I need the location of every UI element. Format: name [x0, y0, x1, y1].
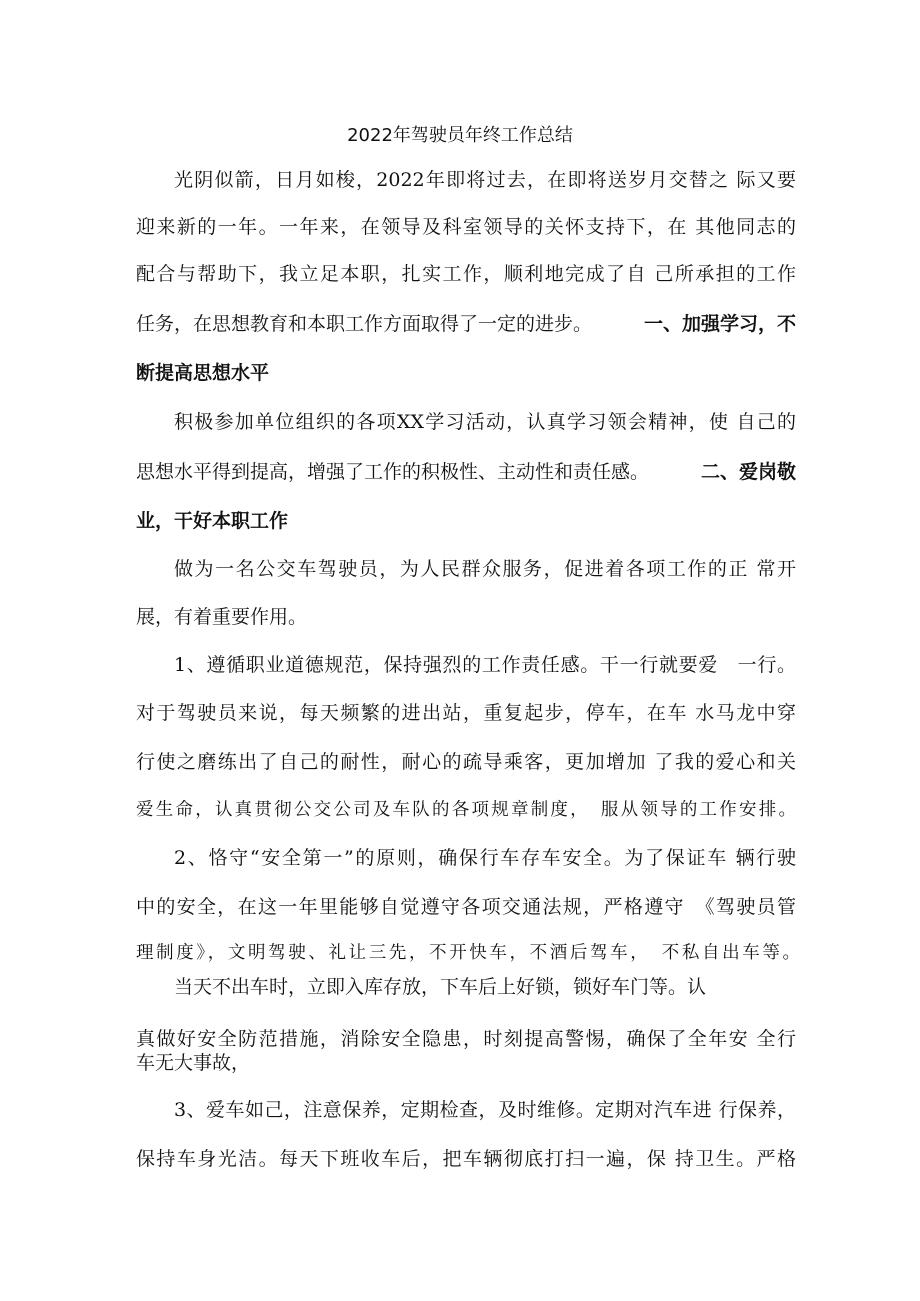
paragraph-line: 车无大事故， — [136, 1052, 251, 1074]
paragraph-line: 光阴似箭，日月如梭，2022年即将过去，在即将送岁月交替之 际又要 — [174, 169, 796, 191]
section-heading-2b: 业，干好本职工作 — [136, 510, 289, 532]
section-heading-1a: 一、加强学习，不 — [643, 313, 796, 335]
paragraph-line: 任务，在思想教育和本职工作方面取得了一定的进步。 — [136, 313, 593, 335]
paragraph-line: 保持车身光洁。每天下班收车后，把车辆彻底打扫一遍，保 持卫生。严格 — [136, 1148, 796, 1170]
paragraph-line: 理制度》，文明驾驶、礼让三先，不开快车，不酒后驾车， 不私自出车等。 — [136, 943, 800, 963]
section-heading-2a: 二、爱岗敬 — [700, 461, 796, 483]
paragraph-line: 中的安全，在这一年里能够自觉遵守各项交通法规，严格遵守 《驾驶员管 — [136, 896, 796, 918]
paragraph-line: 展，有着重要作用。 — [136, 606, 308, 628]
paragraph-line: 迎来新的一年。一年来，在领导及科室领导的关怀支持下，在 其他同志的 — [136, 216, 796, 238]
paragraph-line: 当天不出车时，立即入库存放，下车后上好锁，锁好车门等。认 — [174, 976, 707, 998]
paragraph-line: 配合与帮助下，我立足本职，扎实工作，顺利地完成了自 己所承担的工作 — [136, 263, 796, 285]
paragraph-line: 积极参加单位组织的各项XX学习活动，认真学习领会精神，使 自己的 — [174, 411, 796, 433]
paragraph-line: 行使之磨练出了自己的耐性，耐心的疏导乘客，更加增加 了我的爱心和关 — [136, 751, 796, 773]
paragraph-line: 做为一名公交车驾驶员，为人民群众服务，促进着各项工作的正 常开 — [174, 558, 796, 580]
paragraph-line: 3、爱车如己，注意保养，定期检查，及时维修。定期对汽车进 行保养， — [174, 1099, 796, 1121]
section-heading-1b: 断提高思想水平 — [136, 362, 270, 384]
paragraph-line: 思想水平得到提高，增强了工作的积极性、主动性和责任感。 — [136, 461, 650, 483]
paragraph-line: 爱生命，认真贯彻公交公司及车队的各项规章制度， 服从领导的工作安排。 — [136, 800, 796, 820]
paragraph-line: 真做好安全防范措施，消除安全隐患，时刻提高警惕，确保了全年安 全行 — [136, 1028, 796, 1050]
paragraph-line: 对于驾驶员来说，每天频繁的进出站，重复起步，停车，在车 水马龙中穿 — [136, 702, 796, 724]
paragraph-line: 1、遵循职业道德规范，保持强烈的工作责任感。干一行就要爱 一行。 — [174, 654, 796, 676]
paragraph-line: 2、恪守“安全第一”的原则，确保行车存车安全。为了保证车 辆行驶 — [174, 847, 796, 869]
document-title: 2022年驾驶员年终工作总结 — [347, 125, 573, 146]
